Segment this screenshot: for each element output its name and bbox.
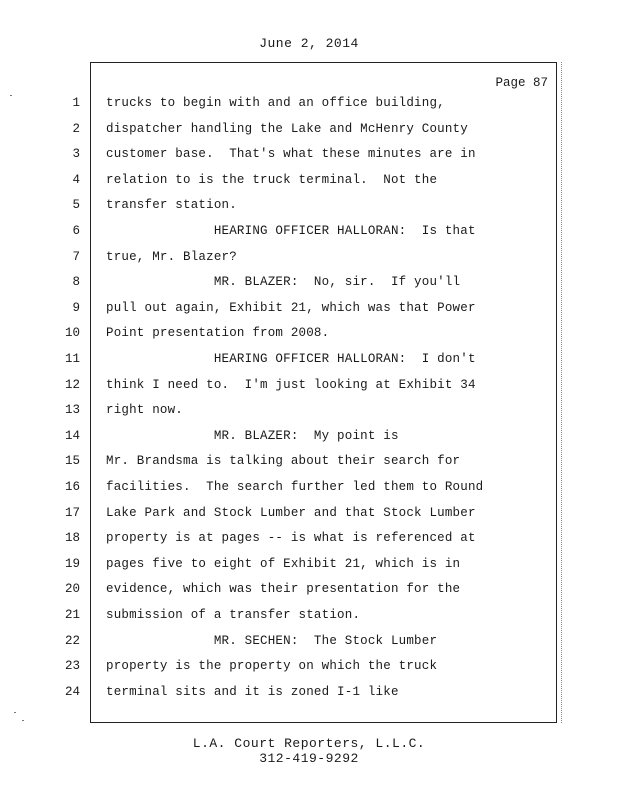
line-number: 7 [72, 249, 80, 264]
transcript-line: customer base. That's what these minutes are in [106, 147, 476, 162]
transcript-line: MR. BLAZER: No, sir. If you'll [106, 275, 461, 290]
line-number: 14 [64, 428, 80, 443]
frame-edge-marks [557, 62, 562, 723]
line-number: 4 [72, 172, 80, 187]
line-number: 19 [64, 556, 80, 571]
page-number: Page 87 [495, 76, 548, 90]
line-number: 15 [64, 454, 80, 469]
line-number: 22 [64, 633, 80, 648]
transcript-line: trucks to begin with and an office building, [106, 96, 445, 110]
transcript-line: Mr. Brandsma is talking about their search for [106, 454, 461, 469]
transcript-line: HEARING OFFICER HALLORAN: Is that [106, 224, 476, 238]
scan-speck [10, 95, 12, 96]
line-number: 18 [64, 531, 80, 546]
line-number: 8 [72, 275, 80, 290]
transcript-line: relation to is the truck terminal. Not the [106, 172, 438, 187]
line-number: 23 [64, 659, 80, 674]
transcript-line: property is the property on which the truck [106, 659, 438, 674]
transcript-line: terminal sits and it is zoned I-1 like [106, 684, 399, 699]
transcript-line: HEARING OFFICER HALLORAN: I don't [106, 352, 476, 366]
scan-speck [14, 712, 16, 713]
transcript-line: evidence, which was their presentation for the [106, 582, 461, 597]
line-number: 1 [72, 96, 80, 110]
transcript-line: dispatcher handling the Lake and McHenry County [106, 121, 468, 136]
line-number: 10 [64, 326, 80, 341]
line-number: 6 [72, 224, 80, 238]
transcript-line: Point presentation from 2008. [106, 326, 330, 341]
transcript-line: think I need to. I'm just looking at Exhibit 34 [106, 377, 476, 392]
transcript-line: facilities. The search further led them to Round [106, 480, 484, 494]
transcript-line: MR. SECHEN: The Stock Lumber [106, 633, 438, 648]
transcript-line: MR. BLAZER: My point is [106, 428, 399, 443]
transcript-line: pull out again, Exhibit 21, which was that Power [106, 300, 476, 315]
transcript-line: transfer station. [106, 198, 237, 213]
transcript-line: right now. [106, 403, 184, 418]
line-number: 11 [64, 352, 80, 366]
line-number: 2 [72, 121, 80, 136]
header-date: June 2, 2014 [259, 36, 359, 51]
transcript-line: submission of a transfer station. [106, 608, 361, 622]
line-number: 17 [64, 505, 80, 520]
line-number: 3 [72, 147, 80, 162]
line-number: 21 [64, 608, 80, 622]
transcript-line: pages five to eight of Exhibit 21, which is in [106, 556, 461, 571]
footer-phone: 312-419-9292 [259, 751, 359, 766]
scan-speck [22, 720, 24, 721]
line-number: 5 [72, 198, 80, 213]
line-number: 13 [64, 403, 80, 418]
line-number: 24 [64, 684, 80, 699]
line-number: 12 [64, 377, 80, 392]
line-number: 16 [64, 480, 80, 494]
line-number: 20 [64, 582, 80, 597]
footer-company: L.A. Court Reporters, L.L.C. [192, 736, 426, 751]
transcript-line: Lake Park and Stock Lumber and that Stock Lumber [106, 505, 476, 520]
line-number: 9 [72, 300, 80, 315]
transcript-line: property is at pages -- is what is referenced at [106, 531, 476, 546]
transcript-line: true, Mr. Blazer? [106, 249, 237, 264]
